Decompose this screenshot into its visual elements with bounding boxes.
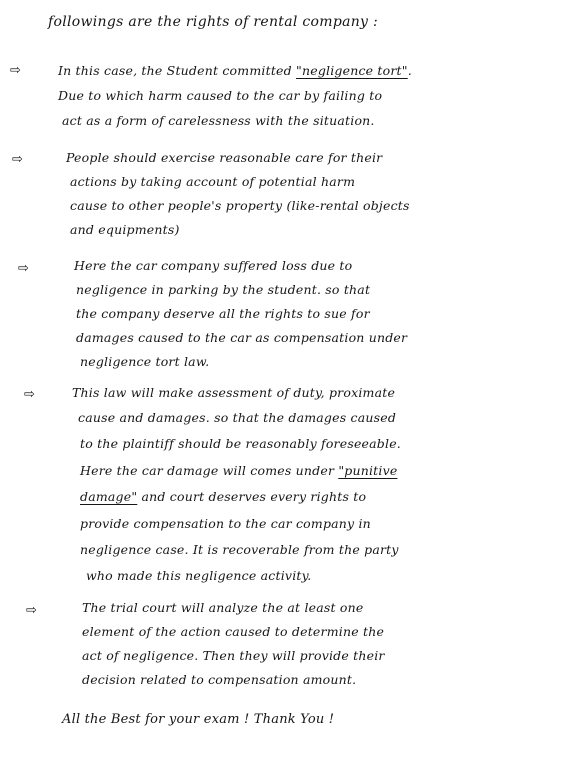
- point-5-line-2: element of the action caused to determine the: [82, 624, 385, 639]
- point-4-line-8: who made this negligence activity.: [86, 568, 312, 583]
- point-4-line-6: provide compensation to the car company in: [80, 516, 371, 531]
- point-1-line-1: In this case, the Student committed "negligence tort".: [58, 63, 412, 78]
- bullet-arrow-icon: ⇨: [10, 63, 21, 78]
- bullet-arrow-icon: ⇨: [18, 261, 29, 276]
- point-4-line-7: negligence case. It is recoverable from the party: [80, 542, 399, 557]
- bullet-arrow-icon: ⇨: [26, 603, 37, 618]
- point-3-line-1: Here the car company suffered loss due to: [74, 258, 353, 273]
- point-4-line-5: damage" and court deserves every rights to: [80, 489, 367, 504]
- point-3-line-4: damages caused to the car as compensation under: [76, 330, 408, 345]
- point-4-line-3: to the plaintiff should be reasonably foreseeable.: [80, 436, 401, 451]
- point-1-line-3: act as a form of carelessness with the situation.: [62, 113, 375, 128]
- point-3-line-2: negligence in parking by the student. so that: [76, 282, 371, 297]
- negligence-tort-term: "negligence tort": [296, 63, 408, 78]
- point-2-line-2: actions by taking account of potential harm: [70, 174, 356, 189]
- closing-note: All the Best for your exam ! Thank You !: [62, 712, 335, 727]
- bullet-arrow-icon: ⇨: [24, 387, 35, 402]
- page-heading: followings are the rights of rental company :: [48, 14, 379, 30]
- point-2-line-1: People should exercise reasonable care for their: [66, 150, 383, 165]
- punitive-damage-term: "punitive: [338, 463, 398, 478]
- point-4-line-2: cause and damages. so that the damages caused: [78, 410, 397, 425]
- point-5-line-4: decision related to compensation amount.: [82, 672, 357, 687]
- bullet-arrow-icon: ⇨: [12, 152, 23, 167]
- point-3-line-3: the company deserve all the rights to sue for: [76, 306, 370, 321]
- point-5-line-3: act of negligence. Then they will provide their: [82, 648, 385, 663]
- point-5-line-1: The trial court will analyze the at least one: [82, 600, 364, 615]
- point-2-line-4: and equipments): [70, 222, 180, 237]
- point-2-line-3: cause to other people's property (like-rental objects: [70, 198, 410, 213]
- point-4-line-1: This law will make assessment of duty, proximate: [72, 385, 396, 400]
- point-4-line-4: Here the car damage will comes under "punitive: [80, 463, 398, 478]
- point-3-line-5: negligence tort law.: [80, 354, 210, 369]
- punitive-damage-term: damage": [80, 489, 138, 504]
- point-1-line-2: Due to which harm caused to the car by failing to: [58, 88, 383, 103]
